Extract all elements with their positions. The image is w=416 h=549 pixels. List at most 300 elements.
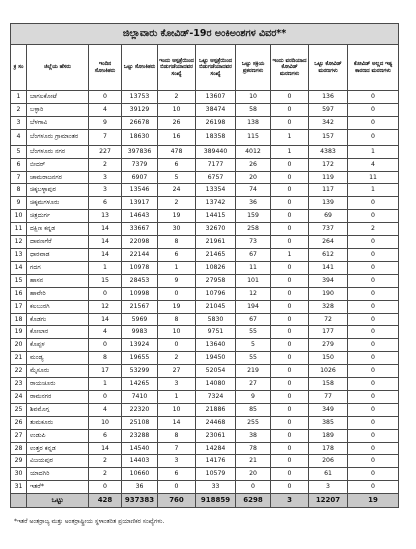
value-cell: 9 xyxy=(89,116,122,129)
district-name-cell: ಬೆಳಗಾವಿ xyxy=(27,116,89,129)
value-cell: 178 xyxy=(309,442,348,455)
table-row xyxy=(11,197,399,210)
value-cell: 73 xyxy=(236,236,271,249)
value-cell: 5830 xyxy=(196,313,236,326)
value-cell: 0 xyxy=(348,378,399,391)
value-cell: 14403 xyxy=(122,455,158,468)
table-row xyxy=(11,129,399,145)
table-row xyxy=(11,442,399,455)
total-cell: 3 xyxy=(271,494,309,508)
value-cell: 1 xyxy=(348,184,399,197)
value-cell: 5 xyxy=(236,339,271,352)
value-cell: 3 xyxy=(89,184,122,197)
value-cell: 0 xyxy=(89,287,122,300)
table-header-row xyxy=(11,45,399,91)
serial-cell: 1 xyxy=(11,91,27,104)
table-body xyxy=(11,91,399,494)
value-cell: 13640 xyxy=(196,339,236,352)
column-header: ಕ್ರ ಸಂ xyxy=(11,45,27,91)
value-cell: 19655 xyxy=(122,352,158,365)
value-cell: 0 xyxy=(271,300,309,313)
value-cell: 0 xyxy=(348,481,399,494)
table-row xyxy=(11,455,399,468)
value-cell: 21567 xyxy=(122,300,158,313)
value-cell: 13 xyxy=(89,210,122,223)
serial-cell: 31 xyxy=(11,481,27,494)
value-cell: 6 xyxy=(158,158,196,171)
value-cell: 141 xyxy=(309,261,348,274)
value-cell: 389440 xyxy=(196,145,236,158)
table-row xyxy=(11,390,399,403)
value-cell: 0 xyxy=(271,261,309,274)
table-row xyxy=(11,158,399,171)
value-cell: 177 xyxy=(309,326,348,339)
value-cell: 119 xyxy=(309,171,348,184)
value-cell: 33667 xyxy=(122,223,158,236)
value-cell: 1 xyxy=(271,129,309,145)
district-name-cell: ಇತರೆ* xyxy=(27,481,89,494)
value-cell: 36 xyxy=(122,481,158,494)
table-row xyxy=(11,300,399,313)
value-cell: 394 xyxy=(309,274,348,287)
value-cell: 10 xyxy=(89,416,122,429)
table-row xyxy=(11,103,399,116)
value-cell: 20 xyxy=(236,171,271,184)
table-row xyxy=(11,261,399,274)
serial-cell: 10 xyxy=(11,210,27,223)
value-cell: 18358 xyxy=(196,129,236,145)
value-cell: 0 xyxy=(348,468,399,481)
value-cell: 0 xyxy=(348,455,399,468)
value-cell: 19450 xyxy=(196,352,236,365)
value-cell: 0 xyxy=(158,481,196,494)
value-cell: 19 xyxy=(158,300,196,313)
district-name-cell: ಬಾಗಲಕೋಟೆ xyxy=(27,91,89,104)
column-header: ಒಟ್ಟು ಆಸ್ಪತ್ರೆಯಿಂದ ಬಿಡುಗಡೆಯಾದವರ ಸಂಖ್ಯೆ xyxy=(196,45,236,91)
value-cell: 5969 xyxy=(122,313,158,326)
district-stats-table xyxy=(10,23,399,508)
serial-cell: 30 xyxy=(11,468,27,481)
total-cell: 6298 xyxy=(236,494,271,508)
table-row xyxy=(11,91,399,104)
serial-cell: 6 xyxy=(11,158,27,171)
value-cell: 0 xyxy=(348,429,399,442)
value-cell: 38474 xyxy=(196,103,236,116)
district-name-cell: ಮಂಡ್ಯ xyxy=(27,352,89,365)
district-name-cell: ಚಿಕ್ಕಮಗಳೂರು xyxy=(27,197,89,210)
table-row xyxy=(11,481,399,494)
value-cell: 14540 xyxy=(122,442,158,455)
total-row xyxy=(11,494,399,508)
value-cell: 4 xyxy=(89,103,122,116)
value-cell: 8 xyxy=(158,236,196,249)
value-cell: 0 xyxy=(348,365,399,378)
value-cell: 6907 xyxy=(122,171,158,184)
district-name-cell: ತುಮಕೂರು xyxy=(27,416,89,429)
value-cell: 55 xyxy=(236,326,271,339)
value-cell: 14265 xyxy=(122,378,158,391)
value-cell: 12 xyxy=(89,300,122,313)
column-header: ಇಂದು ಆಸ್ಪತ್ರೆಯಿಂದ ಬಿಡುಗಡೆಯಾದವರ ಸಂಖ್ಯೆ xyxy=(158,45,196,91)
value-cell: 0 xyxy=(348,197,399,210)
value-cell: 9751 xyxy=(196,326,236,339)
total-cell: 19 xyxy=(348,494,399,508)
value-cell: 342 xyxy=(309,116,348,129)
value-cell: 1 xyxy=(158,390,196,403)
value-cell: 33 xyxy=(196,481,236,494)
value-cell: 21465 xyxy=(196,248,236,261)
value-cell: 21045 xyxy=(196,300,236,313)
value-cell: 0 xyxy=(271,171,309,184)
column-header: ಜಿಲ್ಲೆಯ ಹೆಸರು xyxy=(27,45,89,91)
value-cell: 69 xyxy=(309,210,348,223)
district-name-cell: ಕೋಲಾರ xyxy=(27,326,89,339)
footnote: *ಇತರೆ ಅಂತರ್ರಾಜ್ಯ ಮತ್ತು ಅಂತರ್ರಾಷ್ಟ್ರೀಯ ಸ್ಥಳಾಂತರಿತ ಪ್ರಯಾಣಿಕರ ಸಂಖ್ಯೆಗಳು. xyxy=(14,518,165,525)
value-cell: 264 xyxy=(309,236,348,249)
value-cell: 279 xyxy=(309,339,348,352)
table-row xyxy=(11,171,399,184)
value-cell: 7410 xyxy=(122,390,158,403)
district-name-cell: ಉಡುಪಿ xyxy=(27,429,89,442)
value-cell: 67 xyxy=(236,248,271,261)
serial-cell: 19 xyxy=(11,326,27,339)
value-cell: 24468 xyxy=(196,416,236,429)
value-cell: 0 xyxy=(271,210,309,223)
value-cell: 397836 xyxy=(122,145,158,158)
value-cell: 2 xyxy=(89,158,122,171)
value-cell: 6 xyxy=(158,468,196,481)
district-name-cell: ಕೊಪ್ಪಳ xyxy=(27,339,89,352)
value-cell: 14 xyxy=(89,248,122,261)
value-cell: 13546 xyxy=(122,184,158,197)
table-row xyxy=(11,429,399,442)
value-cell: 1 xyxy=(271,248,309,261)
value-cell: 0 xyxy=(271,352,309,365)
value-cell: 328 xyxy=(309,300,348,313)
value-cell: 385 xyxy=(309,416,348,429)
serial-cell: 29 xyxy=(11,455,27,468)
value-cell: 139 xyxy=(309,197,348,210)
value-cell: 78 xyxy=(236,442,271,455)
value-cell: 20 xyxy=(236,468,271,481)
value-cell: 115 xyxy=(236,129,271,145)
table-row xyxy=(11,145,399,158)
district-name-cell: ಕಲಬುರಗಿ xyxy=(27,300,89,313)
serial-cell: 5 xyxy=(11,145,27,158)
value-cell: 3 xyxy=(309,481,348,494)
value-cell: 61 xyxy=(309,468,348,481)
value-cell: 478 xyxy=(158,145,196,158)
value-cell: 0 xyxy=(271,481,309,494)
value-cell: 55 xyxy=(236,352,271,365)
table-row xyxy=(11,274,399,287)
district-name-cell: ಬೀದರ್ xyxy=(27,158,89,171)
table-row xyxy=(11,326,399,339)
value-cell: 85 xyxy=(236,403,271,416)
value-cell: 136 xyxy=(309,91,348,104)
value-cell: 612 xyxy=(309,248,348,261)
value-cell: 0 xyxy=(348,403,399,416)
value-cell: 0 xyxy=(89,339,122,352)
value-cell: 0 xyxy=(348,326,399,339)
value-cell: 0 xyxy=(271,274,309,287)
serial-cell: 25 xyxy=(11,403,27,416)
value-cell: 14176 xyxy=(196,455,236,468)
value-cell: 0 xyxy=(271,103,309,116)
value-cell: 11 xyxy=(348,171,399,184)
serial-cell: 22 xyxy=(11,365,27,378)
total-cell: 428 xyxy=(89,494,122,508)
value-cell: 0 xyxy=(271,339,309,352)
table-row xyxy=(11,223,399,236)
district-name-cell: ಬಳ್ಳಾರಿ xyxy=(27,103,89,116)
value-cell: 157 xyxy=(309,129,348,145)
value-cell: 0 xyxy=(348,287,399,300)
value-cell: 58 xyxy=(236,103,271,116)
value-cell: 0 xyxy=(271,416,309,429)
district-name-cell: ವಿಜಯಪುರ xyxy=(27,455,89,468)
serial-cell: 11 xyxy=(11,223,27,236)
value-cell: 0 xyxy=(158,339,196,352)
column-header: ಕೋವಿಡ್ ಅಲ್ಲದ ಇತ್ಯ ಕಾರಣದ ಮರಣಗಳು xyxy=(348,45,399,91)
table-row xyxy=(11,468,399,481)
table-row xyxy=(11,248,399,261)
value-cell: 6 xyxy=(158,248,196,261)
value-cell: 13354 xyxy=(196,184,236,197)
serial-cell: 17 xyxy=(11,300,27,313)
district-name-cell: ಕೊಡಗು xyxy=(27,313,89,326)
value-cell: 0 xyxy=(348,274,399,287)
value-cell: 8 xyxy=(89,352,122,365)
value-cell: 13924 xyxy=(122,339,158,352)
value-cell: 26198 xyxy=(196,116,236,129)
serial-cell: 7 xyxy=(11,171,27,184)
value-cell: 349 xyxy=(309,403,348,416)
value-cell: 0 xyxy=(348,91,399,104)
value-cell: 18630 xyxy=(122,129,158,145)
total-cell: 12207 xyxy=(309,494,348,508)
value-cell: 0 xyxy=(348,129,399,145)
value-cell: 0 xyxy=(348,352,399,365)
value-cell: 0 xyxy=(271,158,309,171)
value-cell: 0 xyxy=(271,468,309,481)
district-name-cell: ಹಾಸನ xyxy=(27,274,89,287)
value-cell: 28453 xyxy=(122,274,158,287)
serial-cell: 26 xyxy=(11,416,27,429)
value-cell: 72 xyxy=(309,313,348,326)
table-row xyxy=(11,236,399,249)
value-cell: 10 xyxy=(158,326,196,339)
column-header: ಒಟ್ಟು ಸಕ್ರಿಯ ಪ್ರಕರಣಗಳು xyxy=(236,45,271,91)
covid-stats-document xyxy=(10,23,398,508)
value-cell: 5 xyxy=(158,171,196,184)
value-cell: 26 xyxy=(236,158,271,171)
value-cell: 0 xyxy=(271,326,309,339)
value-cell: 10796 xyxy=(196,287,236,300)
serial-cell: 20 xyxy=(11,339,27,352)
value-cell: 14415 xyxy=(196,210,236,223)
value-cell: 190 xyxy=(309,287,348,300)
value-cell: 0 xyxy=(89,390,122,403)
value-cell: 2 xyxy=(158,352,196,365)
value-cell: 8 xyxy=(158,313,196,326)
value-cell: 26678 xyxy=(122,116,158,129)
value-cell: 0 xyxy=(271,365,309,378)
value-cell: 0 xyxy=(348,339,399,352)
value-cell: 27 xyxy=(158,365,196,378)
value-cell: 10998 xyxy=(122,287,158,300)
value-cell: 23061 xyxy=(196,429,236,442)
total-cell xyxy=(11,494,27,508)
column-header: ಒಟ್ಟು ಸೋಂಕಿತರು xyxy=(122,45,158,91)
value-cell: 53299 xyxy=(122,365,158,378)
value-cell: 0 xyxy=(271,287,309,300)
value-cell: 14284 xyxy=(196,442,236,455)
value-cell: 0 xyxy=(271,442,309,455)
district-name-cell: ರಾಮನಗರ xyxy=(27,390,89,403)
value-cell: 0 xyxy=(271,313,309,326)
value-cell: 27958 xyxy=(196,274,236,287)
value-cell: 11 xyxy=(236,261,271,274)
serial-cell: 24 xyxy=(11,390,27,403)
district-name-cell: ಚಿತ್ರದುರ್ಗ xyxy=(27,210,89,223)
value-cell: 9 xyxy=(236,390,271,403)
value-cell: 14 xyxy=(89,236,122,249)
district-name-cell: ಬೆಂಗಳೂರು ನಗರ xyxy=(27,145,89,158)
value-cell: 22144 xyxy=(122,248,158,261)
value-cell: 30 xyxy=(158,223,196,236)
value-cell: 2 xyxy=(348,223,399,236)
value-cell: 3 xyxy=(158,378,196,391)
total-label: ಒಟ್ಟು xyxy=(27,494,89,508)
value-cell: 67 xyxy=(236,313,271,326)
value-cell: 227 xyxy=(89,145,122,158)
value-cell: 0 xyxy=(271,455,309,468)
value-cell: 10579 xyxy=(196,468,236,481)
value-cell: 189 xyxy=(309,429,348,442)
district-name-cell: ಶಿವಮೊಗ್ಗ xyxy=(27,403,89,416)
value-cell: 22320 xyxy=(122,403,158,416)
serial-cell: 28 xyxy=(11,442,27,455)
table-row xyxy=(11,116,399,129)
value-cell: 14 xyxy=(89,223,122,236)
value-cell: 0 xyxy=(271,390,309,403)
serial-cell: 23 xyxy=(11,378,27,391)
value-cell: 7324 xyxy=(196,390,236,403)
serial-cell: 14 xyxy=(11,261,27,274)
value-cell: 2 xyxy=(89,455,122,468)
district-name-cell: ದಕ್ಷಿಣ ಕನ್ನಡ xyxy=(27,223,89,236)
value-cell: 0 xyxy=(348,390,399,403)
value-cell: 1 xyxy=(348,145,399,158)
value-cell: 16 xyxy=(158,129,196,145)
serial-cell: 27 xyxy=(11,429,27,442)
value-cell: 1 xyxy=(271,145,309,158)
district-name-cell: ಧಾರವಾಡ xyxy=(27,248,89,261)
value-cell: 0 xyxy=(271,184,309,197)
total-cell: 760 xyxy=(158,494,196,508)
serial-cell: 2 xyxy=(11,103,27,116)
value-cell: 0 xyxy=(271,197,309,210)
value-cell: 0 xyxy=(89,91,122,104)
serial-cell: 12 xyxy=(11,236,27,249)
value-cell: 0 xyxy=(271,403,309,416)
serial-cell: 15 xyxy=(11,274,27,287)
value-cell: 0 xyxy=(271,429,309,442)
value-cell: 6 xyxy=(89,197,122,210)
value-cell: 0 xyxy=(348,416,399,429)
value-cell: 138 xyxy=(236,116,271,129)
value-cell: 3 xyxy=(158,455,196,468)
value-cell: 1 xyxy=(89,378,122,391)
value-cell: 4012 xyxy=(236,145,271,158)
total-cell: 918859 xyxy=(196,494,236,508)
value-cell: 3 xyxy=(89,171,122,184)
table-row xyxy=(11,352,399,365)
value-cell: 23288 xyxy=(122,429,158,442)
table-row xyxy=(11,184,399,197)
table-row xyxy=(11,210,399,223)
value-cell: 36 xyxy=(236,197,271,210)
value-cell: 27 xyxy=(236,378,271,391)
value-cell: 14643 xyxy=(122,210,158,223)
serial-cell: 3 xyxy=(11,116,27,129)
value-cell: 219 xyxy=(236,365,271,378)
value-cell: 14 xyxy=(89,313,122,326)
value-cell: 4 xyxy=(89,326,122,339)
serial-cell: 9 xyxy=(11,197,27,210)
value-cell: 22098 xyxy=(122,236,158,249)
value-cell: 0 xyxy=(271,236,309,249)
value-cell: 39129 xyxy=(122,103,158,116)
value-cell: 26 xyxy=(158,116,196,129)
value-cell: 0 xyxy=(348,248,399,261)
district-name-cell: ದಾವಣಗೆರೆ xyxy=(27,236,89,249)
value-cell: 117 xyxy=(309,184,348,197)
value-cell: 737 xyxy=(309,223,348,236)
value-cell: 21886 xyxy=(196,403,236,416)
district-name-cell: ಬೆಂಗಳೂರು ಗ್ರಾಮಾಂತರ xyxy=(27,129,89,145)
value-cell: 1026 xyxy=(309,365,348,378)
serial-cell: 13 xyxy=(11,248,27,261)
value-cell: 74 xyxy=(236,184,271,197)
table-row xyxy=(11,287,399,300)
value-cell: 0 xyxy=(158,287,196,300)
value-cell: 10660 xyxy=(122,468,158,481)
value-cell: 172 xyxy=(309,158,348,171)
serial-cell: 8 xyxy=(11,184,27,197)
value-cell: 10978 xyxy=(122,261,158,274)
value-cell: 206 xyxy=(309,455,348,468)
value-cell: 0 xyxy=(89,481,122,494)
table-row xyxy=(11,339,399,352)
column-header: ಇಂದಿನ ಸೋಂಕಿತರು xyxy=(89,45,122,91)
value-cell: 0 xyxy=(271,116,309,129)
value-cell: 1 xyxy=(89,261,122,274)
value-cell: 10 xyxy=(158,103,196,116)
value-cell: 24 xyxy=(158,184,196,197)
value-cell: 0 xyxy=(348,300,399,313)
value-cell: 6 xyxy=(89,429,122,442)
value-cell: 150 xyxy=(309,352,348,365)
value-cell: 0 xyxy=(271,223,309,236)
value-cell: 0 xyxy=(348,116,399,129)
value-cell: 4 xyxy=(89,403,122,416)
district-name-cell: ಚಾಮರಾಜನಗರ xyxy=(27,171,89,184)
value-cell: 10826 xyxy=(196,261,236,274)
value-cell: 4 xyxy=(348,158,399,171)
value-cell: 52054 xyxy=(196,365,236,378)
